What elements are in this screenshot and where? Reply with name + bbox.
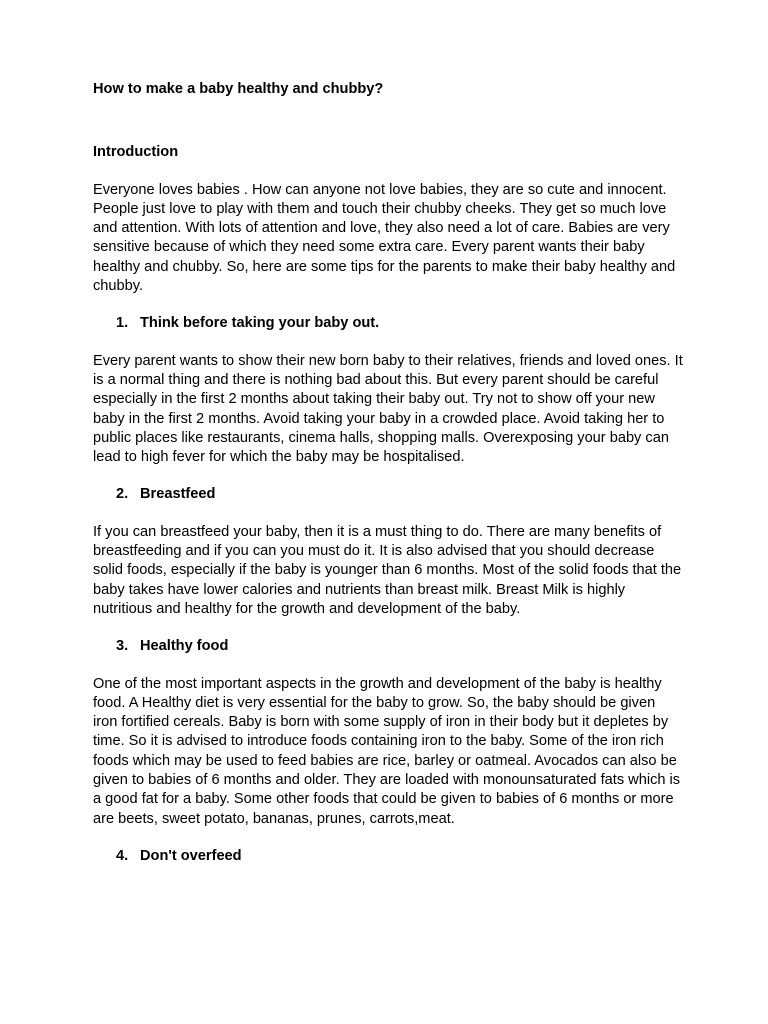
document-title: How to make a baby healthy and chubby? [93, 81, 384, 97]
section-heading-1 [93, 314, 683, 333]
document-page [93, 80, 683, 884]
section-heading-text: Healthy food [140, 638, 229, 655]
intro-paragraph: Everyone loves babies . How can anyone not love babies, they are so cute and innocent. People just love to play with them and touch their chubby cheeks. They get so much love and attention. With lots of attention and love, they also need a lot of care. Babies are very sensitive because of which they need some extra care. Every parent wants their baby healthy and chubby. So, here are some tips for the parents to make their baby healthy and chubby. [93, 181, 676, 295]
section-paragraph-1: Every parent wants to show their new born baby to their relatives, friends and loved ones. It is a normal thing and there is nothing bad about this. But every parent should be careful especially in the first 2 months about taking their baby out. Try not to show off your new baby in the first 2 months. Avoid taking your baby in a crowded place. Avoid taking her to public places like restaurants, cinema halls, shopping malls. Overexposing your baby can lead to high fever for which the baby may be hospitalised. [93, 352, 683, 466]
section-paragraph-2: If you can breastfeed your baby, then it is a must thing to do. There are many benefits of breastfeeding and if you can you must do it. It is also advised that you should decrease solid foods, especially if the baby is younger than 6 months. Most of the solid foods that the baby takes have lower calories and nutrients than breast milk. Breast Milk is highly nutritious and healthy for the growth and development of the baby. [93, 523, 682, 617]
section-number: 3. [116, 638, 129, 655]
section-number: 2. [116, 486, 129, 503]
section-number: 4. [116, 847, 129, 864]
section-number: 1. [116, 315, 129, 332]
section-heading-3 [93, 637, 683, 656]
intro-heading: Introduction [93, 144, 179, 161]
section-heading-text: Think before taking your baby out. [140, 315, 380, 332]
section-heading-4 [93, 847, 683, 866]
section-heading-text: Breastfeed [140, 486, 216, 503]
section-paragraph-3: One of the most important aspects in the growth and development of the baby is healthy food. A Healthy diet is very essential for the baby to grow. So, the baby should be given iron fortified cereals. Baby is born with some supply of iron in their body but it depletes by time. So it is advised to introduce foods containing iron to the baby. Some of the iron rich foods which may be used to feed babies are rice, barley or oatmeal. Avocados can also be given to babies of 6 months and older. They are loaded with monounsaturated fats which is a good fat for a baby. Some other foods that could be given to babies of 6 months or more are beets, sweet potato, bananas, prunes, carrots,meat. [93, 675, 681, 827]
section-heading-2 [93, 485, 683, 504]
section-heading-text: Don't overfeed [140, 847, 242, 864]
